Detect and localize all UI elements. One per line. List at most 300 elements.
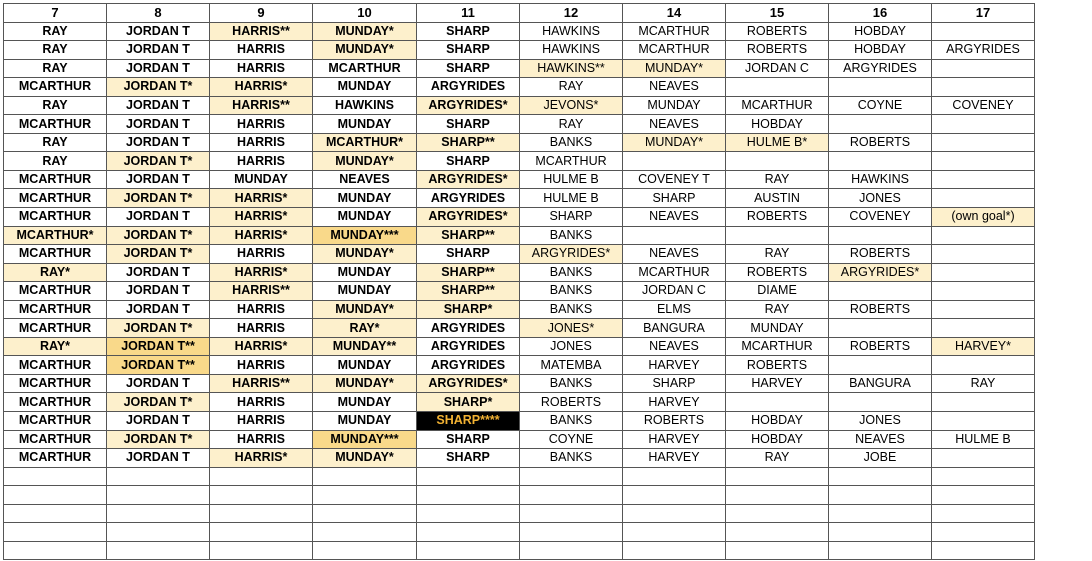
table-cell: HARRIS** (210, 374, 313, 393)
table-cell: COYNE (520, 430, 623, 449)
table-cell (623, 467, 726, 486)
table-cell: JORDAN T** (107, 356, 210, 375)
table-cell (623, 152, 726, 171)
table-row (4, 541, 1035, 560)
table-row (4, 59, 1035, 78)
table-cell (932, 412, 1035, 431)
table-cell: SHARP (417, 245, 520, 264)
table-cell: MCARTHUR (4, 449, 107, 468)
table-cell: SHARP* (417, 300, 520, 319)
table-cell: JEVONS* (520, 96, 623, 115)
table-cell: MCARTHUR (4, 430, 107, 449)
table-row (4, 208, 1035, 227)
table-cell (313, 523, 417, 542)
table-cell: COVENEY (829, 208, 932, 227)
table-cell: MCARTHUR (520, 152, 623, 171)
table-cell: HARVEY* (932, 337, 1035, 356)
table-cell: JONES (520, 337, 623, 356)
table-cell (520, 523, 623, 542)
table-cell (210, 541, 313, 560)
table-cell: HARVEY (623, 393, 726, 412)
table-cell (932, 78, 1035, 97)
table-cell: HARRIS* (210, 337, 313, 356)
table-cell: ARGYRIDES* (829, 263, 932, 282)
table-cell: JORDAN T* (107, 189, 210, 208)
table-cell: BANGURA (623, 319, 726, 338)
table-cell: HARRIS** (210, 22, 313, 41)
table-cell: JORDAN T (107, 170, 210, 189)
table-row (4, 263, 1035, 282)
table-cell (726, 486, 829, 505)
table-cell (829, 152, 932, 171)
table-cell: NEAVES (829, 430, 932, 449)
table-row (4, 430, 1035, 449)
table-cell: JORDAN T (107, 115, 210, 134)
column-header: 12 (520, 4, 623, 23)
table-cell: COVENEY T (623, 170, 726, 189)
table-cell (210, 523, 313, 542)
table-cell: COYNE (829, 96, 932, 115)
table-cell: JORDAN T* (107, 430, 210, 449)
table-cell: (own goal*) (932, 208, 1035, 227)
table-cell: HARRIS* (210, 449, 313, 468)
table-cell: ARGYRIDES* (417, 208, 520, 227)
table-cell: RAY* (4, 337, 107, 356)
table-row (4, 78, 1035, 97)
table-cell: JOBE (829, 449, 932, 468)
table-cell: MCARTHUR (4, 356, 107, 375)
table-cell: COVENEY (932, 96, 1035, 115)
table-cell (726, 504, 829, 523)
table-cell: BANKS (520, 374, 623, 393)
table-cell: JORDAN T** (107, 337, 210, 356)
table-cell (932, 356, 1035, 375)
table-cell: HARRIS (210, 300, 313, 319)
table-cell (623, 523, 726, 542)
table-body (4, 22, 1035, 560)
table-cell (417, 467, 520, 486)
table-cell: JORDAN T (107, 22, 210, 41)
table-cell (210, 504, 313, 523)
table-cell: ROBERTS (726, 263, 829, 282)
column-header: 14 (623, 4, 726, 23)
table-cell (623, 541, 726, 560)
table-cell: HOBDAY (726, 430, 829, 449)
table-cell (829, 115, 932, 134)
table-cell (932, 300, 1035, 319)
table-cell: HOBDAY (726, 412, 829, 431)
table-cell: SHARP (417, 430, 520, 449)
table-cell (726, 78, 829, 97)
table-row (4, 133, 1035, 152)
scorers-table (3, 3, 1035, 560)
table-cell: AUSTIN (726, 189, 829, 208)
table-cell (829, 467, 932, 486)
table-cell: HULME B (932, 430, 1035, 449)
table-cell: HARRIS (210, 245, 313, 264)
table-cell: SHARP (417, 22, 520, 41)
table-cell (4, 541, 107, 560)
table-row (4, 337, 1035, 356)
table-cell: MCARTHUR (623, 22, 726, 41)
table-cell: HARRIS (210, 133, 313, 152)
table-cell: MUNDAY* (623, 133, 726, 152)
table-cell: ROBERTS (829, 245, 932, 264)
table-cell: SHARP (417, 115, 520, 134)
table-cell (932, 189, 1035, 208)
table-cell: MCARTHUR (4, 300, 107, 319)
table-row (4, 41, 1035, 60)
table-cell: RAY (4, 59, 107, 78)
table-cell: JORDAN T* (107, 319, 210, 338)
table-cell: BANKS (520, 449, 623, 468)
table-cell: ARGYRIDES* (417, 96, 520, 115)
table-cell: RAY (4, 41, 107, 60)
column-header: 7 (4, 4, 107, 23)
table-cell: MUNDAY*** (313, 430, 417, 449)
table-row (4, 523, 1035, 542)
table-cell (829, 356, 932, 375)
table-cell (4, 523, 107, 542)
table-cell: MUNDAY* (313, 152, 417, 171)
table-cell: MCARTHUR (313, 59, 417, 78)
table-cell (4, 467, 107, 486)
table-cell (210, 467, 313, 486)
table-cell: RAY (4, 133, 107, 152)
table-cell: HULME B* (726, 133, 829, 152)
table-cell (932, 115, 1035, 134)
table-cell: JORDAN T* (107, 78, 210, 97)
table-cell: RAY (726, 449, 829, 468)
table-cell: MCARTHUR (4, 170, 107, 189)
table-cell (932, 523, 1035, 542)
table-cell (726, 467, 829, 486)
table-cell: JORDAN T* (107, 152, 210, 171)
table-cell: JORDAN T (107, 133, 210, 152)
table-cell: MUNDAY (210, 170, 313, 189)
table-cell: MUNDAY** (313, 337, 417, 356)
table-row (4, 393, 1035, 412)
table-cell: MCARTHUR (726, 337, 829, 356)
table-cell: SHARP**** (417, 412, 520, 431)
table-cell: HARRIS* (210, 78, 313, 97)
table-cell: MUNDAY (313, 356, 417, 375)
table-cell: RAY (4, 152, 107, 171)
table-row (4, 300, 1035, 319)
table-cell: NEAVES (623, 115, 726, 134)
table-cell: ROBERTS (726, 208, 829, 227)
table-cell: BANKS (520, 412, 623, 431)
table-cell: JORDAN T (107, 412, 210, 431)
table-cell: DIAME (726, 282, 829, 301)
table-cell: MCARTHUR* (4, 226, 107, 245)
column-header: 8 (107, 4, 210, 23)
table-row (4, 152, 1035, 171)
table-cell: NEAVES (313, 170, 417, 189)
table-cell (623, 226, 726, 245)
table-cell: HARRIS (210, 319, 313, 338)
table-cell: JORDAN T (107, 208, 210, 227)
table-cell (932, 133, 1035, 152)
table-cell (829, 393, 932, 412)
table-cell (932, 282, 1035, 301)
table-cell (932, 59, 1035, 78)
table-cell: HARRIS* (210, 189, 313, 208)
table-cell: MCARTHUR (623, 263, 726, 282)
table-cell (932, 486, 1035, 505)
table-cell: HAWKINS (829, 170, 932, 189)
table-cell (107, 504, 210, 523)
table-cell: HARRIS (210, 152, 313, 171)
table-row (4, 319, 1035, 338)
table-cell (829, 504, 932, 523)
table-cell: HARVEY (623, 356, 726, 375)
table-cell (520, 504, 623, 523)
table-cell (829, 282, 932, 301)
table-cell: MUNDAY* (313, 374, 417, 393)
table-cell: NEAVES (623, 78, 726, 97)
table-cell (623, 504, 726, 523)
table-cell: RAY (520, 115, 623, 134)
table-cell (210, 486, 313, 505)
table-cell: RAY (932, 374, 1035, 393)
table-cell: MCARTHUR (4, 208, 107, 227)
table-cell: ARGYRIDES* (520, 245, 623, 264)
table-cell: HARVEY (726, 374, 829, 393)
table-row (4, 504, 1035, 523)
table-cell: MCARTHUR (623, 41, 726, 60)
table-cell: JORDAN C (623, 282, 726, 301)
table-cell: HOBDAY (829, 41, 932, 60)
table-cell: ARGYRIDES* (417, 374, 520, 393)
table-cell: SHARP (417, 449, 520, 468)
table-cell: HARRIS (210, 393, 313, 412)
table-cell (520, 486, 623, 505)
table-cell: MUNDAY (623, 96, 726, 115)
header-row (4, 4, 1035, 23)
table-cell: HULME B (520, 189, 623, 208)
table-cell: NEAVES (623, 245, 726, 264)
table-cell: JORDAN T* (107, 226, 210, 245)
table-cell: RAY* (4, 263, 107, 282)
column-header: 11 (417, 4, 520, 23)
table-cell (829, 226, 932, 245)
table-cell: MUNDAY* (313, 22, 417, 41)
column-header: 15 (726, 4, 829, 23)
table-cell: MUNDAY (313, 263, 417, 282)
table-cell: JORDAN T (107, 374, 210, 393)
table-cell: MUNDAY*** (313, 226, 417, 245)
table-cell: HAWKINS (520, 41, 623, 60)
column-header: 9 (210, 4, 313, 23)
table-cell: ARGYRIDES* (417, 170, 520, 189)
table-cell: NEAVES (623, 337, 726, 356)
table-cell: MUNDAY (313, 115, 417, 134)
table-cell: RAY (726, 245, 829, 264)
table-cell: HARRIS** (210, 96, 313, 115)
table-cell: ARGYRIDES (417, 189, 520, 208)
table-cell: RAY (4, 96, 107, 115)
table-cell: HARRIS (210, 115, 313, 134)
table-cell: RAY (520, 78, 623, 97)
table-cell: JORDAN T (107, 41, 210, 60)
table-row (4, 356, 1035, 375)
table-cell: MUNDAY (313, 412, 417, 431)
table-cell: JORDAN T (107, 282, 210, 301)
table-cell (932, 22, 1035, 41)
table-cell (829, 319, 932, 338)
table-row (4, 22, 1035, 41)
table-cell: SHARP** (417, 226, 520, 245)
table-cell: HARRIS (210, 41, 313, 60)
table-cell: JORDAN T* (107, 393, 210, 412)
table-cell: SHARP** (417, 263, 520, 282)
table-cell: HARRIS** (210, 282, 313, 301)
table-cell: MCARTHUR (4, 245, 107, 264)
table-cell: MCARTHUR (4, 393, 107, 412)
table-cell: JONES* (520, 319, 623, 338)
table-row (4, 374, 1035, 393)
table-cell: HARRIS (210, 59, 313, 78)
table-cell: HARRIS (210, 356, 313, 375)
table-cell: MCARTHUR (4, 319, 107, 338)
table-cell (932, 541, 1035, 560)
table-cell: ROBERTS (829, 337, 932, 356)
table-cell: HAWKINS (520, 22, 623, 41)
table-cell: RAY (726, 170, 829, 189)
table-cell (726, 541, 829, 560)
table-cell: HAWKINS** (520, 59, 623, 78)
table-cell: ROBERTS (520, 393, 623, 412)
table-cell: JORDAN T (107, 59, 210, 78)
table-cell (4, 504, 107, 523)
table-cell: MUNDAY (726, 319, 829, 338)
table-cell: MUNDAY (313, 282, 417, 301)
table-cell: SHARP** (417, 282, 520, 301)
table-cell: MUNDAY* (313, 41, 417, 60)
table-cell (4, 486, 107, 505)
table-cell: HARVEY (623, 430, 726, 449)
table-cell (107, 486, 210, 505)
table-cell (313, 467, 417, 486)
table-cell: ROBERTS (623, 412, 726, 431)
table-cell: BANGURA (829, 374, 932, 393)
table-cell (829, 486, 932, 505)
table-row (4, 170, 1035, 189)
table-cell (932, 263, 1035, 282)
table-cell: BANKS (520, 226, 623, 245)
table-cell: ARGYRIDES (417, 356, 520, 375)
table-row (4, 115, 1035, 134)
table-cell: MCARTHUR (726, 96, 829, 115)
table-cell: HARRIS (210, 412, 313, 431)
table-row (4, 245, 1035, 264)
table-cell: RAY (726, 300, 829, 319)
table-cell: MUNDAY* (313, 300, 417, 319)
table-cell: JORDAN T (107, 449, 210, 468)
table-row (4, 189, 1035, 208)
table-cell (417, 523, 520, 542)
table-cell: JONES (829, 189, 932, 208)
table-cell: SHARP (417, 41, 520, 60)
table-cell: MUNDAY (313, 78, 417, 97)
table-cell: JORDAN T (107, 96, 210, 115)
table-cell (932, 245, 1035, 264)
column-header: 16 (829, 4, 932, 23)
table-row (4, 96, 1035, 115)
table-cell: MCARTHUR (4, 78, 107, 97)
table-cell (932, 504, 1035, 523)
table-cell: ELMS (623, 300, 726, 319)
table-cell: SHARP** (417, 133, 520, 152)
table-cell: HARRIS* (210, 263, 313, 282)
table-cell: SHARP (417, 152, 520, 171)
table-cell (726, 393, 829, 412)
table-cell: SHARP (520, 208, 623, 227)
table-cell: MUNDAY* (623, 59, 726, 78)
table-cell: JORDAN T* (107, 245, 210, 264)
table-cell: HARRIS* (210, 226, 313, 245)
table-cell (520, 467, 623, 486)
table-cell: BANKS (520, 263, 623, 282)
table-cell: RAY (4, 22, 107, 41)
table-cell: ROBERTS (829, 133, 932, 152)
table-cell: NEAVES (623, 208, 726, 227)
table-cell (932, 170, 1035, 189)
table-cell (932, 393, 1035, 412)
table-cell (623, 486, 726, 505)
table-cell: ROBERTS (726, 356, 829, 375)
table-cell: MCARTHUR (4, 115, 107, 134)
table-cell: JONES (829, 412, 932, 431)
table-cell: JORDAN C (726, 59, 829, 78)
table-cell: HARRIS (210, 430, 313, 449)
table-cell: RAY* (313, 319, 417, 338)
table-cell: MUNDAY (313, 393, 417, 412)
table-cell: JORDAN T (107, 300, 210, 319)
table-cell: ARGYRIDES (417, 78, 520, 97)
table-cell: SHARP* (417, 393, 520, 412)
table-cell (726, 152, 829, 171)
table-cell: HULME B (520, 170, 623, 189)
table-cell (932, 226, 1035, 245)
table-row (4, 412, 1035, 431)
table-cell (313, 541, 417, 560)
table-cell: ARGYRIDES (829, 59, 932, 78)
table-cell (932, 449, 1035, 468)
table-cell: SHARP (417, 59, 520, 78)
table-cell (107, 467, 210, 486)
table-cell (932, 319, 1035, 338)
table-row (4, 226, 1035, 245)
table-cell: ROBERTS (829, 300, 932, 319)
table-cell: ROBERTS (726, 41, 829, 60)
table-cell: MCARTHUR (4, 189, 107, 208)
table-cell: MCARTHUR* (313, 133, 417, 152)
table-cell: MCARTHUR (4, 282, 107, 301)
column-header: 10 (313, 4, 417, 23)
table-row (4, 449, 1035, 468)
table-cell (726, 523, 829, 542)
table-cell: ARGYRIDES (417, 337, 520, 356)
table-cell: HAWKINS (313, 96, 417, 115)
table-cell: MUNDAY (313, 208, 417, 227)
table-cell: MCARTHUR (4, 374, 107, 393)
table-cell (107, 541, 210, 560)
table-cell: ARGYRIDES (932, 41, 1035, 60)
table-cell: HARRIS* (210, 208, 313, 227)
table-cell: BANKS (520, 133, 623, 152)
